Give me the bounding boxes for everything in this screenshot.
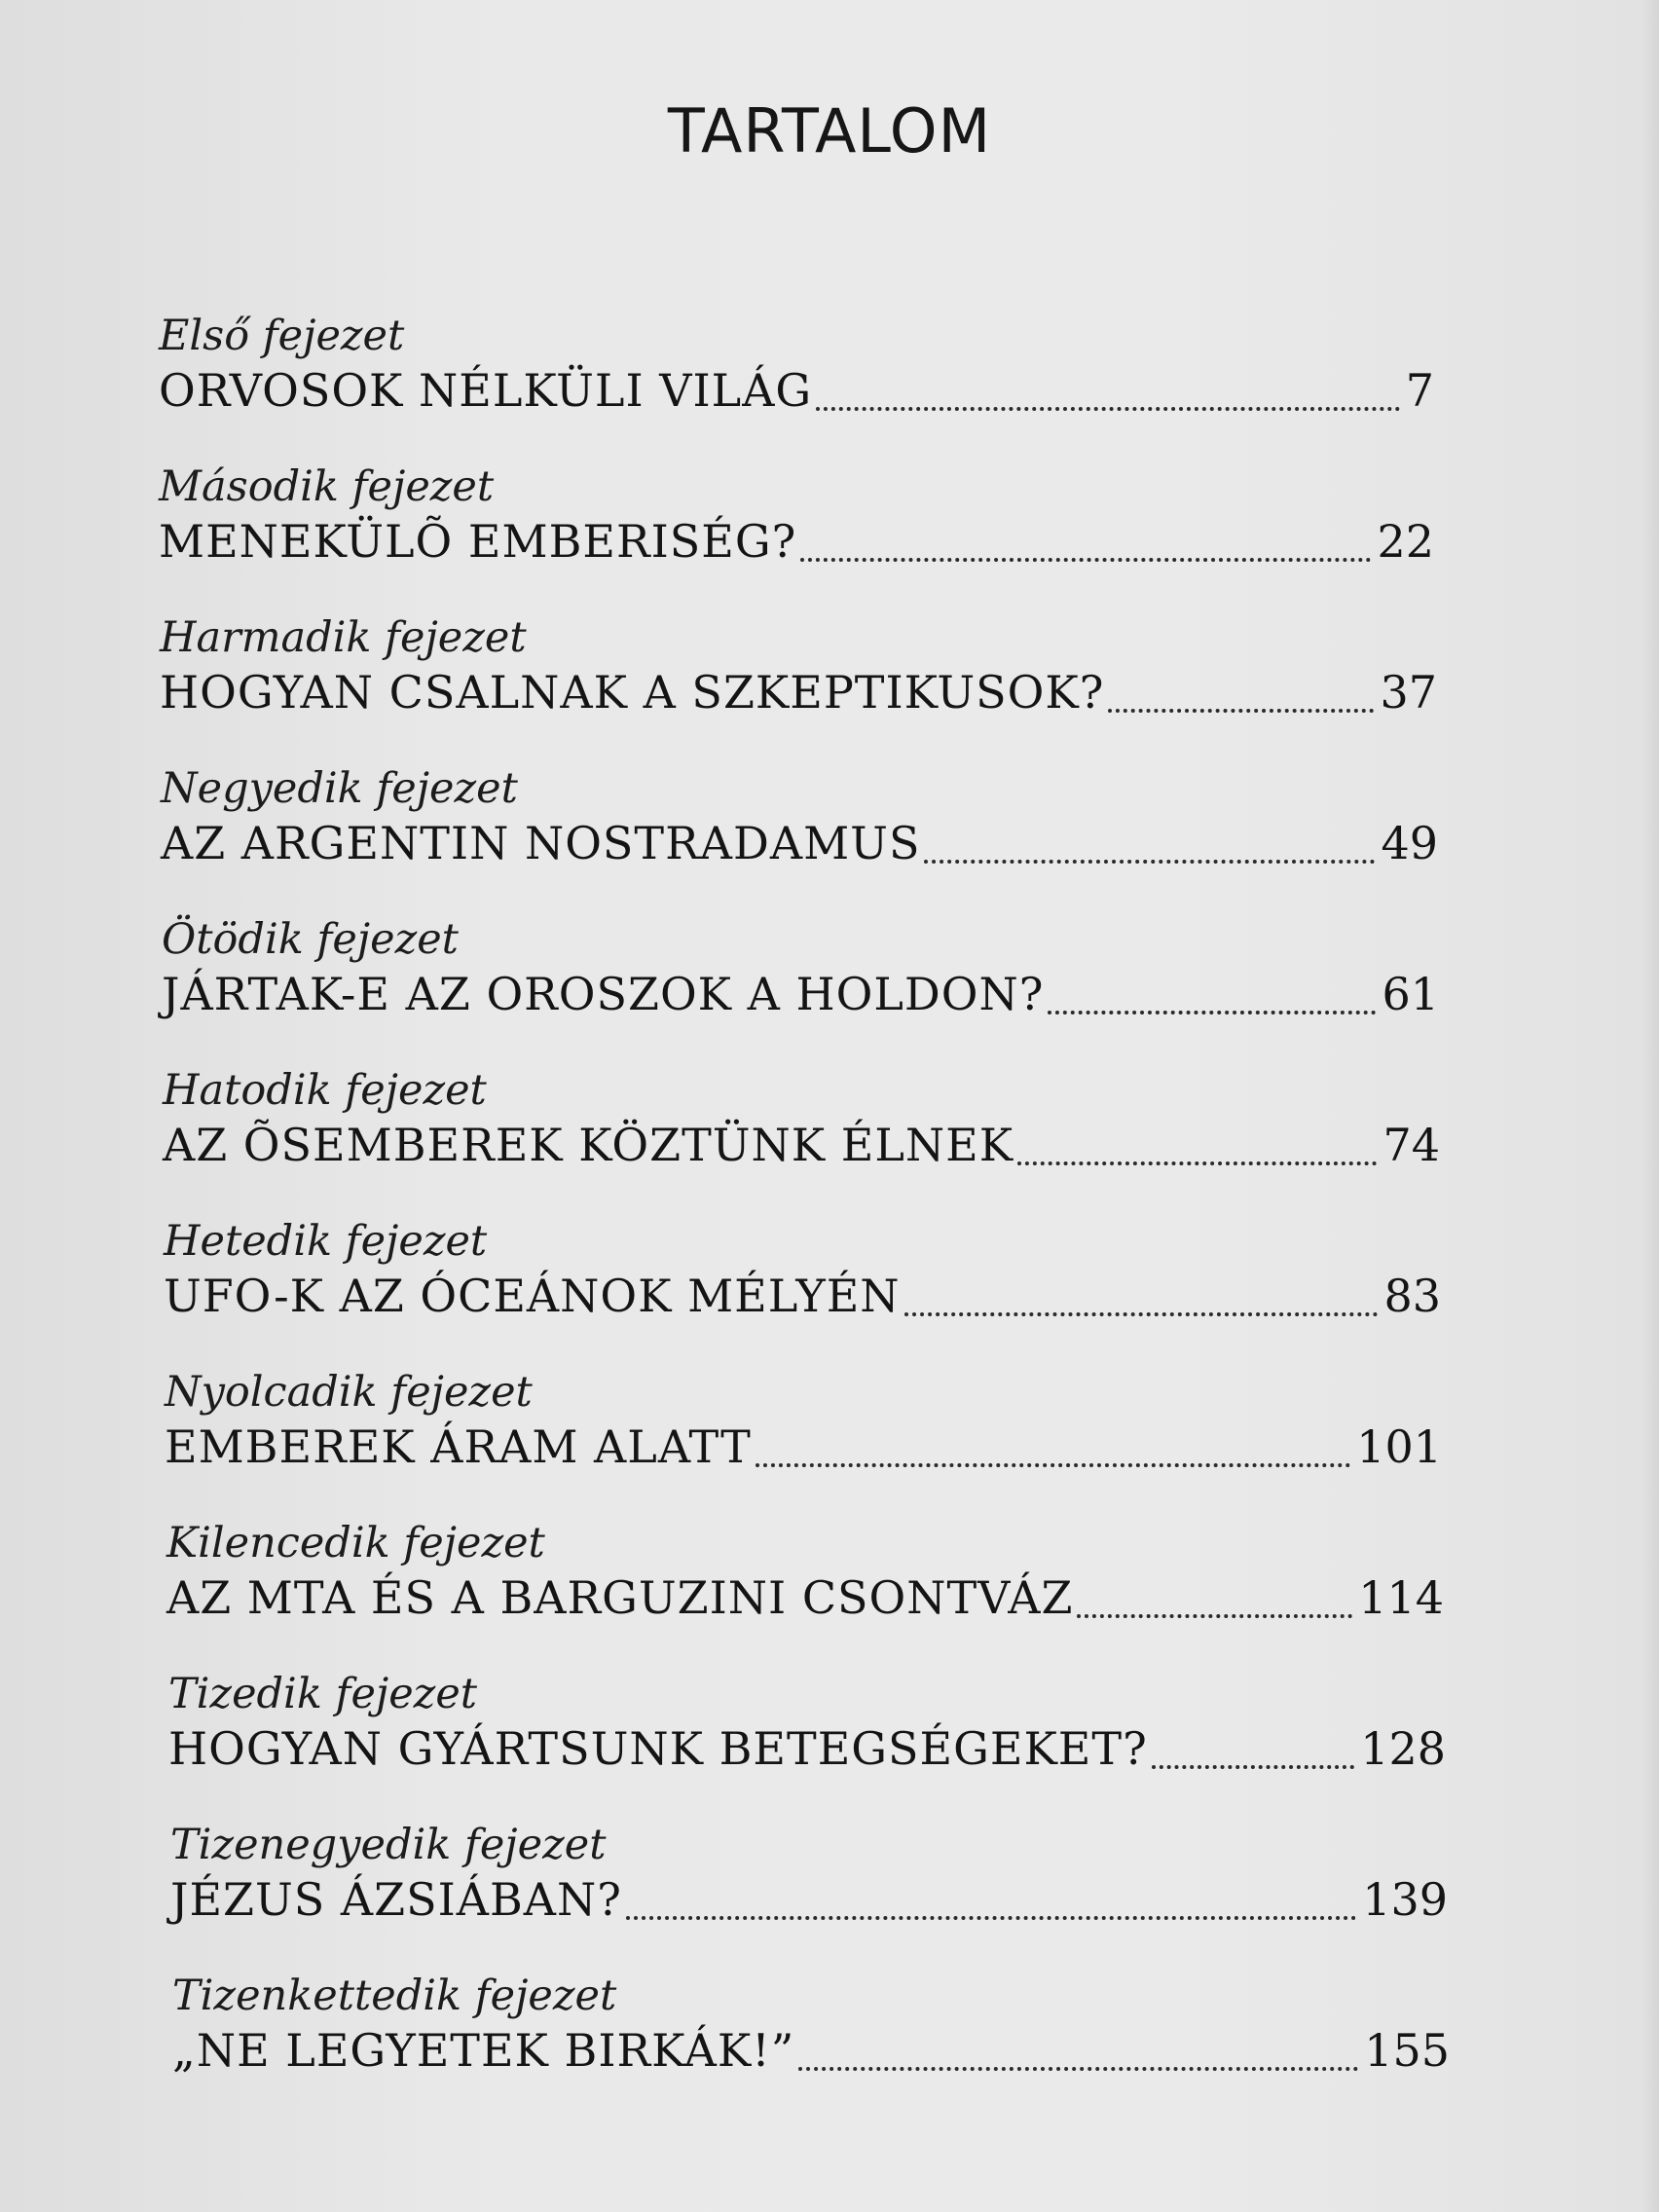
chapter-label: Nyolcadik fejezet <box>165 1368 533 1417</box>
toc-line <box>172 2024 1450 2084</box>
toc-entry <box>170 1821 1448 1947</box>
toc-line <box>166 1571 1444 1632</box>
page-number: 139 <box>1362 1873 1448 1926</box>
toc-line <box>163 1119 1440 1179</box>
toc-entry <box>168 1670 1446 1796</box>
toc-line <box>160 666 1437 726</box>
dot-leader <box>626 1916 1356 1920</box>
dot-leader <box>1152 1765 1354 1769</box>
toc-line <box>165 1420 1442 1481</box>
toc-entry <box>165 1368 1442 1494</box>
page-number: 83 <box>1383 1270 1441 1322</box>
toc-entry <box>163 1066 1440 1193</box>
toc-entry <box>159 462 1434 589</box>
chapter-title: UFO-K AZ ÓCEÁNOK MÉLYÉN <box>164 1270 901 1322</box>
dot-leader <box>924 860 1375 864</box>
chapter-title: MENEKÜLÕ EMBERISÉG? <box>159 515 797 568</box>
page-number: 101 <box>1356 1420 1442 1473</box>
page-title: TARTALOM <box>667 95 992 166</box>
chapter-label: Tizedik fejezet <box>168 1670 478 1718</box>
chapter-label: Kilencedik fejezet <box>166 1519 545 1567</box>
chapter-label: Második fejezet <box>159 462 495 511</box>
dot-leader <box>756 1463 1350 1467</box>
toc-entry <box>160 613 1437 740</box>
dot-leader <box>1077 1614 1352 1618</box>
toc-entry <box>166 1519 1444 1645</box>
toc-entry <box>172 1972 1450 2098</box>
page-number: 37 <box>1380 666 1437 719</box>
dot-leader <box>904 1312 1379 1316</box>
chapter-title: EMBEREK ÁRAM ALATT <box>165 1420 752 1473</box>
chapter-label: Tizenegyedik fejezet <box>170 1821 607 1869</box>
toc-entry <box>162 915 1439 1042</box>
dot-leader <box>1108 709 1374 713</box>
chapter-title: „NE LEGYETEK BIRKÁK!” <box>172 2024 795 2077</box>
chapter-label: Hetedik fejezet <box>164 1217 488 1266</box>
toc-entry <box>164 1217 1441 1344</box>
page-number: 49 <box>1381 817 1438 869</box>
chapter-label: Első fejezet <box>159 312 405 360</box>
toc-line <box>168 1722 1446 1783</box>
toc-line <box>162 968 1439 1028</box>
chapter-title: JÉZUS ÁZSIÁBAN? <box>170 1873 622 1926</box>
toc-line <box>170 1873 1448 1934</box>
chapter-label: Tizenkettedik fejezet <box>172 1972 617 2020</box>
page-number: 22 <box>1377 515 1434 568</box>
toc-line <box>164 1270 1441 1330</box>
chapter-title: ORVOSOK NÉLKÜLI VILÁG <box>159 364 813 417</box>
chapter-label: Ötödik fejezet <box>162 915 459 964</box>
chapter-label: Negyedik fejezet <box>161 764 518 813</box>
dot-leader <box>1017 1161 1377 1165</box>
chapter-title: AZ MTA ÉS A BARGUZINI CSONTVÁZ <box>166 1571 1074 1624</box>
page-number: 114 <box>1358 1571 1444 1624</box>
dot-leader <box>816 407 1400 411</box>
page-number: 74 <box>1382 1119 1440 1171</box>
page-number: 7 <box>1405 364 1434 417</box>
chapter-title: JÁRTAK-E AZ OROSZOK A HOLDON? <box>162 968 1045 1020</box>
toc-line <box>159 515 1434 575</box>
dot-leader <box>798 2067 1358 2071</box>
chapter-title: AZ ÕSEMBEREK KÖZTÜNK ÉLNEK <box>163 1119 1014 1171</box>
chapter-title: HOGYAN CSALNAK A SZKEPTIKUSOK? <box>160 666 1105 719</box>
toc-entry <box>161 764 1438 891</box>
dot-leader <box>800 558 1371 562</box>
toc-line <box>159 364 1434 424</box>
page-number: 155 <box>1364 2024 1450 2077</box>
chapter-label: Harmadik fejezet <box>160 613 527 662</box>
page-number: 61 <box>1382 968 1439 1020</box>
chapter-title: AZ ARGENTIN NOSTRADAMUS <box>161 817 921 869</box>
chapter-label: Hatodik fejezet <box>163 1066 487 1115</box>
dot-leader <box>1048 1011 1376 1014</box>
toc-line <box>161 817 1438 877</box>
page-number: 128 <box>1360 1722 1446 1775</box>
toc-entry <box>159 312 1434 438</box>
chapter-title: HOGYAN GYÁRTSUNK BETEGSÉGEKET? <box>168 1722 1148 1775</box>
